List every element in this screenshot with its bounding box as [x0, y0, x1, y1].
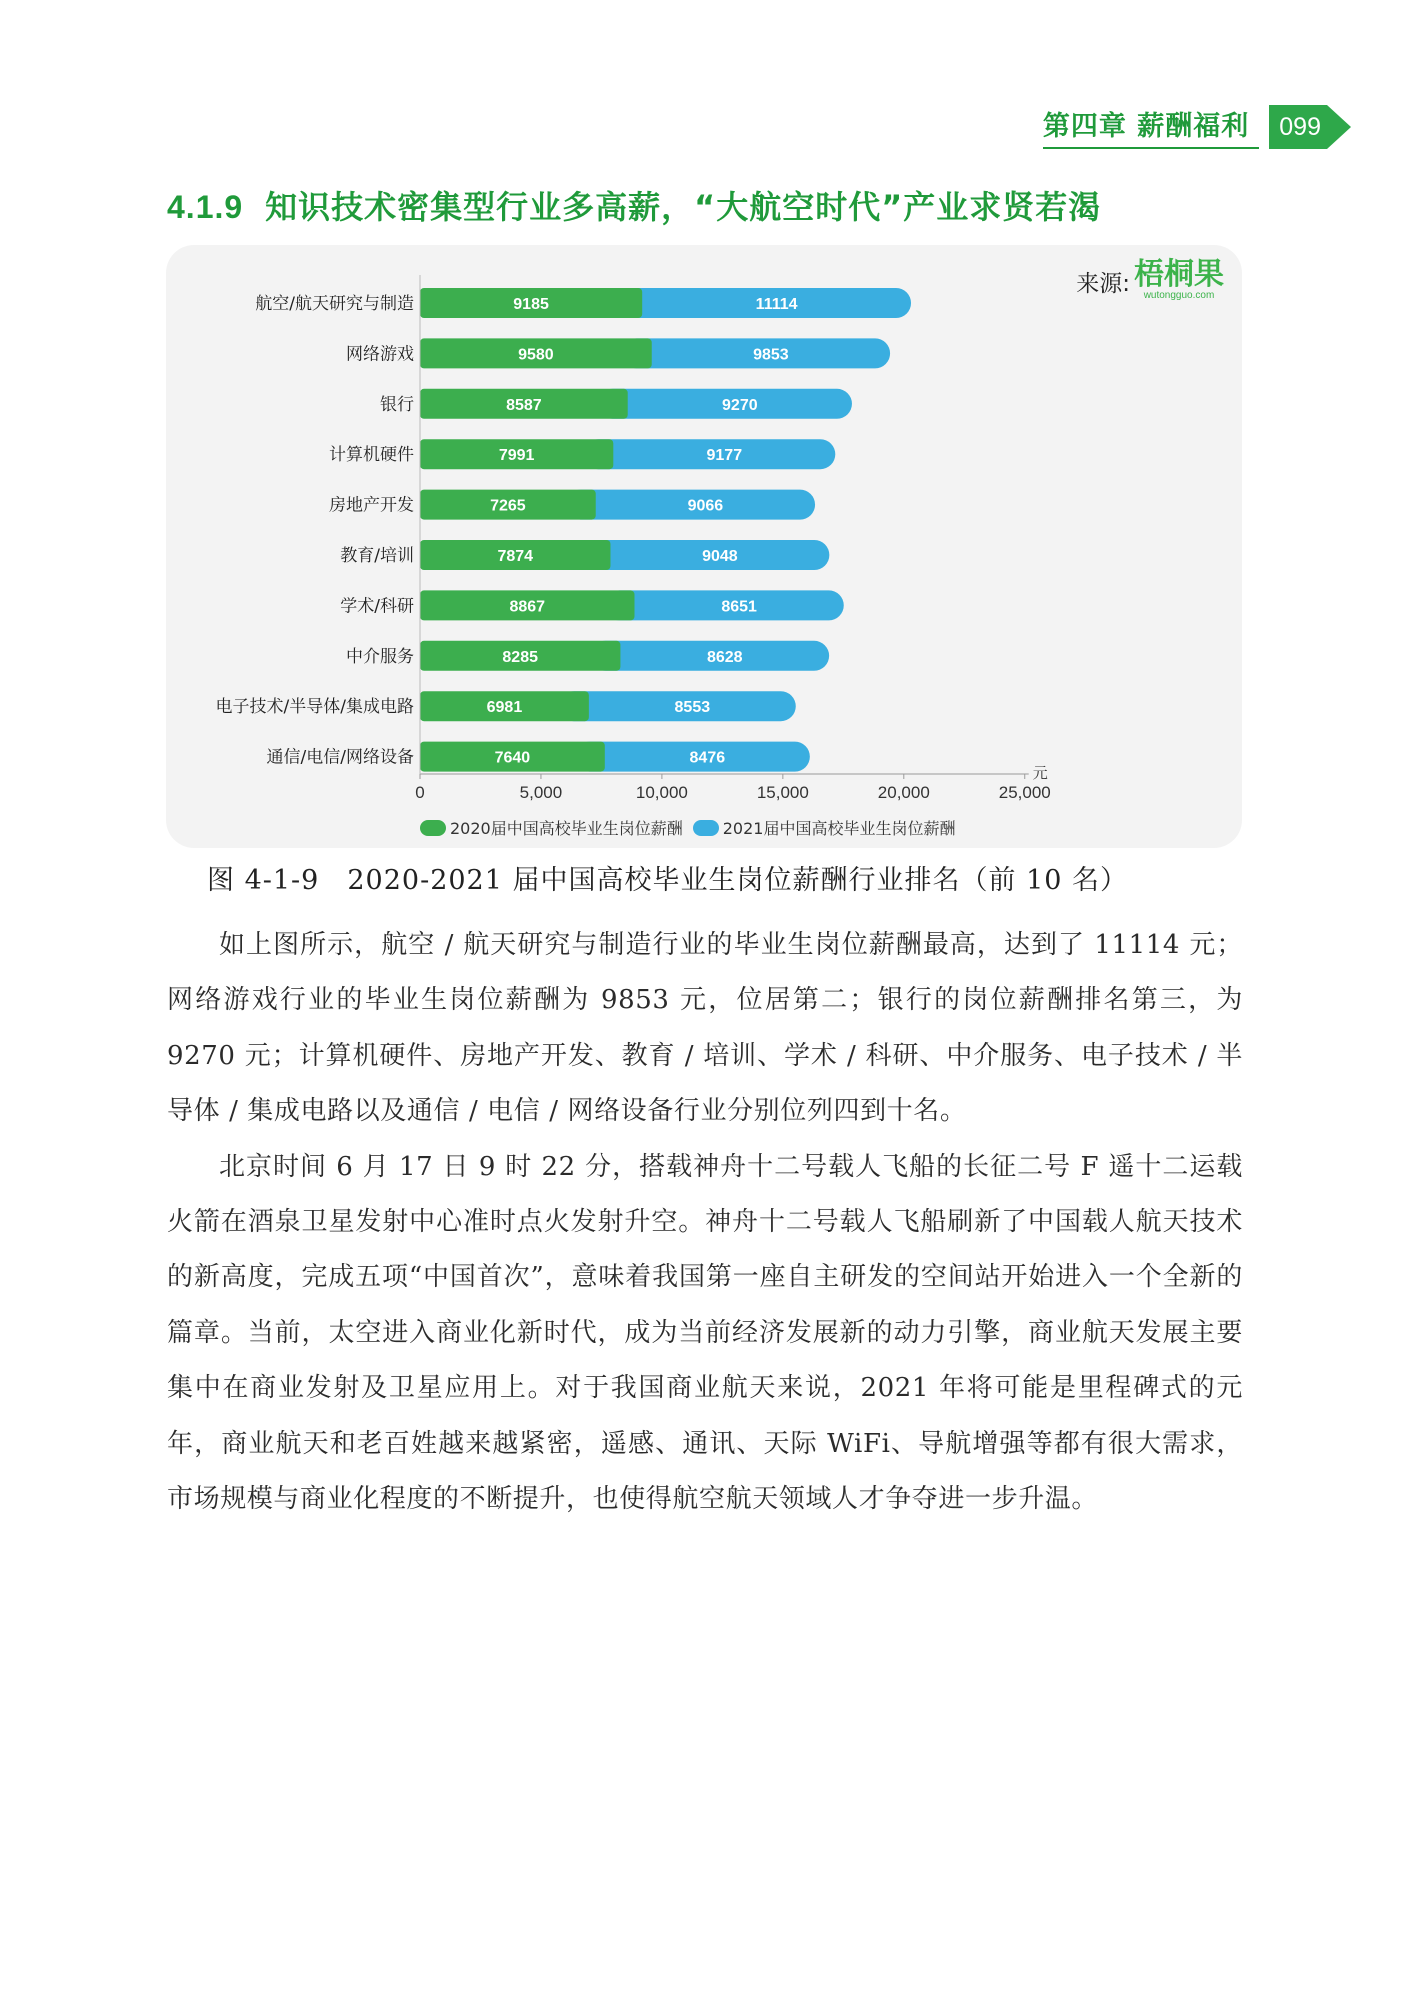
brand-logo — [1134, 259, 1224, 301]
data-label-2021: 9270 — [722, 396, 758, 414]
paragraph-1: 如上图所示，航空 / 航天研究与制造行业的毕业生岗位薪酬最高，达到了 11114 元；网络游戏行业的毕业生岗位薪酬为 9853 元，位居第二；银行的岗位薪酬排名第三，为 9270 元；计算机硬件、房地产开发、教育 / 培训、学术 / 科研、中介服务、电子技术 / 半导体 / 集成电路以及通信 / 电信 / 网络设备行业分别位列四到十名。 — [167, 930, 1243, 1127]
chart-source — [1076, 259, 1224, 301]
data-label-2020: 9580 — [518, 346, 554, 364]
x-axis-unit: 元 — [1032, 764, 1048, 782]
data-label-2020: 9185 — [513, 296, 549, 313]
legend-label-2020: 2020届中国高校毕业生岗位薪酬 — [450, 819, 683, 838]
data-label-2020: 7874 — [497, 548, 534, 565]
category-label: 学术/科研 — [340, 596, 414, 617]
page-number-tab — [1269, 105, 1351, 149]
section-title — [167, 182, 1101, 228]
figure-caption: 图 4-1-9 2020-2021 届中国高校毕业生岗位薪酬行业排名（前 10 名） — [207, 865, 1129, 896]
data-label-2021: 9048 — [702, 548, 738, 565]
x-tick-label: 20,000 — [877, 783, 930, 802]
source-label: 来源: — [1076, 271, 1130, 297]
data-label-2020: 7265 — [490, 497, 526, 515]
data-label-2021: 8476 — [689, 749, 726, 767]
x-tick-label: 25,000 — [998, 783, 1051, 802]
x-tick-label: 5,000 — [519, 783, 563, 802]
data-label-2021: 8651 — [721, 598, 757, 616]
category-label: 通信/电信/网络设备 — [266, 747, 414, 768]
data-label-2021: 9177 — [706, 447, 743, 465]
page-arrow-icon — [1327, 105, 1351, 149]
chapter-title: 第四章 薪酬福利 — [1043, 104, 1259, 149]
data-label-2021: 9066 — [687, 497, 724, 515]
brand-url: wutongguo.com — [1143, 290, 1215, 301]
data-label-2021: 9853 — [753, 346, 789, 364]
chart-panel — [166, 245, 1242, 848]
chart-legend — [420, 816, 965, 839]
data-label-2020: 7640 — [494, 749, 531, 767]
legend-item-2021 — [693, 816, 956, 839]
legend-label-2021: 2021届中国高校毕业生岗位薪酬 — [722, 819, 956, 838]
category-label: 计算机硬件 — [329, 445, 414, 466]
data-label-2021: 8553 — [674, 699, 711, 717]
section-number: 4.1.9 — [167, 189, 244, 225]
brand-name: 梧桐果 — [1134, 257, 1224, 292]
category-label: 银行 — [380, 394, 414, 415]
category-label: 房地产开发 — [329, 495, 414, 516]
data-label-2021: 11114 — [755, 296, 798, 313]
paragraph-2: 北京时间 6 月 17 日 9 时 22 分，搭载神舟十二号载人飞船的长征二号 F 遥十二运载火箭在酒泉卫星发射中心准时点火发射升空。神舟十二号载人飞船刷新了中国载人航天技术的新高度，完成五项“中国首次”，意味着我国第一座自主研发的空间站开始进入一个全新的篇章。当前，太空进入商业化新时代，成为当前经济发展新的动力引擎，商业航天发展主要集中在商业发射及卫星应用上。对于我国商业航天来说，2021 年将可能是里程碑式的元年，商业航天和老百姓越来越紧密，遥感、通讯、天际 WiFi、导航增强等都有很大需求，市场规模与商业化程度的不断提升，也使得航空航天领域人才争夺进一步升温。 — [167, 1151, 1243, 1515]
data-label-2020: 8587 — [506, 396, 542, 414]
data-label-2020: 8867 — [509, 598, 546, 616]
page-number: 099 — [1269, 105, 1327, 149]
data-label-2020: 7991 — [498, 447, 535, 465]
data-label-2020: 6981 — [486, 699, 523, 717]
category-label: 航空/航天研究与制造 — [255, 294, 414, 314]
x-tick-label: 15,000 — [756, 783, 809, 802]
x-tick-label: 10,000 — [635, 783, 688, 802]
category-label: 网络游戏 — [346, 344, 414, 365]
category-label: 中介服务 — [346, 646, 414, 667]
body-text — [167, 918, 1243, 1527]
legend-swatch-2021 — [693, 820, 719, 836]
chapter-header — [1043, 104, 1351, 149]
x-tick-label: 0 — [415, 783, 425, 802]
salary-bar-chart — [166, 245, 1242, 848]
category-label: 电子技术/半导体/集成电路 — [215, 697, 414, 718]
section-title-text: 知识技术密集型行业多高薪，“大航空时代”产业求贤若渴 — [265, 188, 1102, 226]
legend-swatch-2020 — [420, 820, 446, 836]
category-label: 教育/培训 — [340, 546, 414, 566]
data-label-2021: 8628 — [706, 648, 743, 666]
legend-item-2020 — [420, 816, 683, 839]
data-label-2020: 8285 — [502, 648, 539, 666]
